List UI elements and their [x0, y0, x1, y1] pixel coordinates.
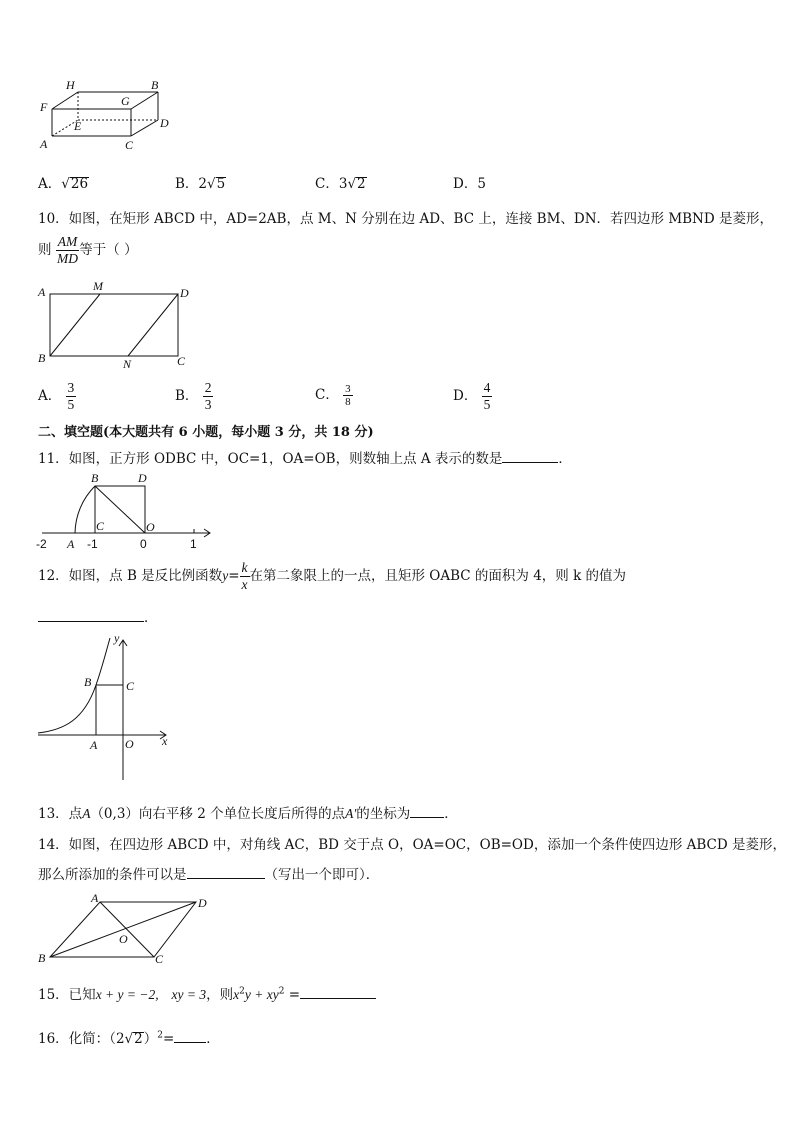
q9-edge [131, 120, 158, 136]
q10-label-M: M [93, 279, 103, 293]
q10-option-a-num: 3 [67, 380, 75, 395]
q12-graph-figure [34, 630, 184, 782]
q16-text: 16．化简：$(2√2)^2=$ ． [38, 1030, 220, 1047]
q9-option-b-coef: 2 [198, 176, 208, 192]
q12-answer-blank[interactable] [38, 608, 144, 622]
q13-answer-blank[interactable] [410, 804, 444, 818]
q11-text-before: 11．如图，正方形 ODBC 中，OC=1，OA=OB，则数轴上点 A 表示的数是 [38, 451, 503, 467]
q9-option-c-radicand: 2 [357, 176, 366, 192]
q11-tick-label-neg1: -1 [87, 537, 98, 551]
q9-label-A: A [40, 137, 48, 151]
q15-text-mid: ，则 [206, 987, 234, 1003]
q10-option-c [315, 383, 353, 408]
q10-option-c-label: C． [315, 387, 339, 403]
q10-rect-abcd [50, 294, 178, 356]
q10-rectangle-figure [34, 278, 204, 372]
q13-point: A [82, 806, 91, 821]
q11-text-after: ． [558, 451, 572, 467]
section-2-title: 二、填空题(本大题共有 6 小题，每小题 3 分，共 18 分) [38, 425, 374, 440]
q9-option-c-label: C． [315, 176, 339, 192]
q10-option-d-num: 4 [483, 380, 491, 395]
q9-option-b-radicand: 5 [216, 176, 226, 192]
q12-func-den: x [241, 577, 248, 592]
q12-func-y: y [222, 568, 229, 583]
q9-cuboid-figure [36, 78, 176, 156]
q12-func-fraction [240, 560, 250, 593]
q11-tick-label-neg2: -2 [36, 537, 47, 551]
q10-segment-dn [128, 294, 178, 356]
q12-func-num: k [241, 560, 248, 575]
q10-label-A: A [38, 285, 46, 299]
q9-option-a-label: A． [38, 176, 62, 192]
q14-answer-blank[interactable] [187, 865, 265, 879]
q9-label-E: E [74, 119, 82, 133]
q9-option-c-coef: 3 [338, 176, 348, 192]
q15-expr3-d: 2 [278, 986, 285, 997]
q16-end: ． [206, 1031, 220, 1047]
q15-expr3-c: y + xy [244, 987, 279, 1002]
q12-label-B: B [84, 675, 92, 689]
q15-expr2: xy = 3 [171, 987, 207, 1002]
q9-label-D: D [160, 116, 169, 130]
q10-option-d-den: 5 [483, 397, 491, 412]
q15-expr1: x + y = −2, [95, 987, 159, 1002]
q9-label-C: C [125, 138, 134, 152]
q15-expr3-a: x [233, 987, 240, 1002]
q10-label-B: B [38, 351, 46, 365]
q10-option-b [175, 380, 213, 413]
q14-label-C: C [155, 952, 164, 966]
q11-label-B: B [91, 471, 99, 485]
q16-coef: 2 [115, 1031, 125, 1047]
q15-expr3-b: 2 [239, 986, 245, 997]
q11-label-A: A [67, 537, 75, 551]
q10-label-D: D [180, 286, 189, 300]
q10-text-prefix: 则 [38, 242, 52, 258]
q16-radicand: 2 [134, 1031, 143, 1047]
q10-option-d-fraction [482, 380, 493, 413]
q10-option-d-label: D． [453, 388, 478, 404]
q10-text-line1: 10．如图，在矩形 ABCD 中，AD=2AB，点 M、N 分别在边 AD、BC 上，连接 BM、DN．若四边形 MBND 是菱形， [38, 211, 773, 227]
q13-text-mid: 向右平移 2 个单位长度后所得的点 [138, 806, 346, 822]
q9-label-H: H [66, 78, 75, 92]
q9-option-a: A．√26 [38, 176, 89, 192]
q14-label-O: O [119, 932, 128, 946]
q15-text [38, 983, 376, 1003]
q15-answer-blank[interactable] [300, 985, 376, 999]
q11-label-C: C [96, 519, 105, 533]
q16-text-mid: ） [143, 1031, 158, 1047]
q13-text [38, 802, 458, 822]
q11-label-D: D [138, 471, 147, 485]
q9-label-G: G [121, 94, 130, 108]
q10-option-b-den: 3 [204, 397, 212, 412]
q16-answer-blank[interactable] [174, 1029, 206, 1043]
q14-text-line2 [38, 863, 379, 883]
q10-option-b-fraction [203, 380, 214, 413]
q12-line2-end: ． [144, 610, 158, 626]
q11-answer-blank[interactable] [502, 449, 558, 463]
q14-diagonal-bd [50, 902, 196, 957]
q12-answer-line [38, 606, 158, 626]
q10-option-a [38, 380, 76, 413]
q9-option-c: C．3√2 [315, 176, 366, 192]
q13-text-before: 13．点 [38, 806, 83, 822]
q11-tick-label-1: 1 [190, 537, 197, 551]
q9-option-a-radicand: 26 [70, 176, 89, 192]
q12-text-after: 在第二象限上的一点，且矩形 OABC 的面积为 4，则 k 的值为 [249, 568, 627, 584]
q10-option-c-fraction [343, 383, 353, 408]
q12-label-x: x [162, 734, 168, 748]
q9-option-d-value: 5 [477, 176, 486, 192]
q14-line2-before: 那么所添加的条件可以是 [38, 867, 187, 883]
q10-text-suffix: 等于（ ） [79, 242, 138, 258]
q14-text-line1: 14．如图，在四边形 ABCD 中，对角线 AC，BD 交于点 O，OA=OC，OB=OD，添加一个条件使四边形 ABCD 是菱形， [38, 837, 786, 853]
q12-func-eq: = [228, 568, 240, 584]
q9-option-b-label: B． [175, 176, 199, 192]
q11-number-line-figure [30, 470, 220, 552]
q12-label-y: y [114, 631, 120, 645]
q10-ratio-fraction [56, 234, 80, 267]
q10-option-a-fraction [66, 380, 77, 413]
q9-label-B: B [151, 78, 159, 92]
q12-text-before: 12．如图，点 B 是反比例函数 [38, 568, 223, 584]
q11-text [38, 447, 572, 467]
q14-diagonal-ac [100, 902, 154, 957]
q10-frac-num: AM [57, 234, 78, 249]
q10-option-c-den: 8 [345, 396, 351, 408]
q10-option-b-num: 2 [204, 380, 212, 395]
q16-exp: 2 [157, 1030, 163, 1041]
q10-option-a-den: 5 [67, 397, 75, 412]
q9-option-d [453, 172, 486, 192]
q10-label-C: C [177, 354, 186, 368]
q10-frac-den: MD [57, 251, 79, 266]
q11-arc [75, 486, 95, 533]
q13-text-after: 的坐标为 [356, 806, 411, 822]
q14-label-D: D [198, 896, 207, 910]
q11-tick-label-0: 0 [140, 537, 147, 551]
q14-line2-after: （写出一个即可）． [264, 867, 380, 883]
q12-text [38, 560, 626, 593]
q16-text-after: = [162, 1031, 175, 1047]
q14-label-B: B [38, 951, 46, 965]
q13-coord: （0,3） [90, 806, 139, 822]
q13-end: ． [444, 806, 458, 822]
q14-parallelogram-figure [34, 890, 219, 968]
q12-label-A: A [90, 738, 98, 752]
q12-label-C: C [126, 679, 135, 693]
q10-segment-bm [50, 294, 100, 356]
q9-option-b: B．2√5 [175, 176, 226, 192]
q9-label-F: F [40, 100, 48, 114]
q14-label-A: A [91, 891, 99, 905]
q10-text-line2 [38, 234, 138, 267]
q9-option-d-label: D． [453, 176, 478, 192]
q10-option-a-label: A． [38, 388, 62, 404]
q10-option-c-num: 3 [345, 383, 351, 395]
q9-edge [52, 92, 78, 109]
q10-option-b-label: B． [175, 388, 199, 404]
q16-text-before: 16．化简：（ [38, 1031, 116, 1047]
q10-option-d [453, 380, 492, 413]
q11-label-O: O [146, 520, 155, 534]
q12-rectangle-oabc [96, 685, 123, 735]
q13-point2: A′ [345, 806, 357, 821]
q9-edge [131, 92, 158, 109]
q12-label-O: O [125, 737, 134, 751]
q10-label-N: N [123, 357, 132, 371]
q15-expr3-e: = [284, 987, 301, 1003]
q15-text-before: 15．已知 [38, 987, 96, 1003]
